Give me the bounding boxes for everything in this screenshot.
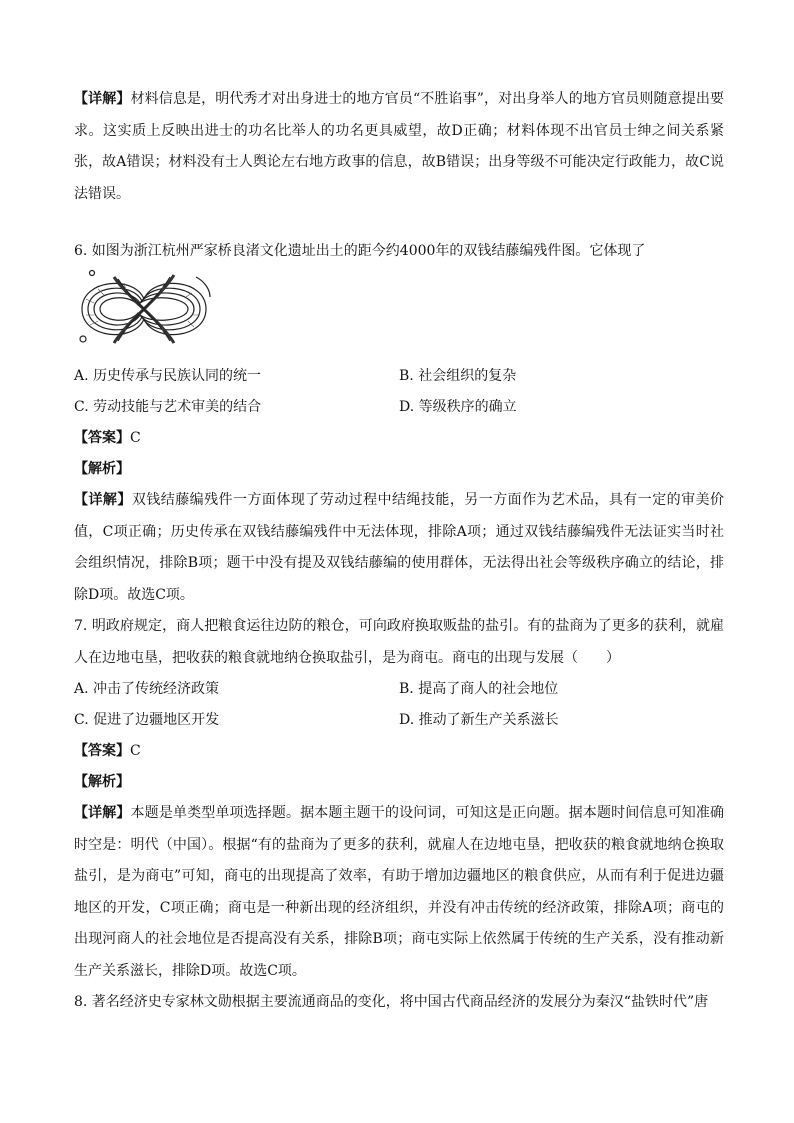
q6-option-c: C. 劳动技能与艺术审美的结合 — [74, 399, 262, 415]
q5-detail-text: 材料信息是，明代秀才对出身进士的地方官员“不胜谄事”，对出身举人的地方官员则随意提出要求。这实质上反映出进士的功名比举人的功名更具威望，故D正确；材料体现不出官员士绅之间关系紧张，故A错误；材料没有士人舆论左右地方政事的信息，故B错误；出身等级不可能决定行政能力，故C说法错误。 — [74, 91, 725, 202]
answer-tag: 【答案】 — [74, 430, 130, 446]
detail-tag: 【详解】 — [74, 492, 132, 508]
q8-stem: 8. 著名经济史专家林文勋根据主要流通商品的变化，将中国古代商品经济的发展分为秦汉“盐铁时代”唐 — [74, 994, 709, 1010]
q6-detail-text: 双钱结藤编残件一方面体现了劳动过程中结绳技能，另一方面作为艺术品，具有一定的审美价值，C项正确；历史传承在双钱结藤编残件中无法体现，排除A项；通过双钱结藤编残件无法证实当时社会组织情况，排除B项；题干中没有提及双钱结藤编的使用群体，无法得出社会等级秩序确立的结论，排除D项。故选C项。 — [74, 492, 725, 603]
q7-detail-text: 本题是单类型单项选择题。据本题主题干的设问词，可知这是正向题。据本题时间信息可知准确时空是：明代（中国）。根据“有的盐商为了更多的获利，就雇人在边地屯垦，把收获的粮食就地纳仓换取盐引，是为商屯”可知，商屯的出现提高了效率，有助于增加边疆地区的粮食供应，从而有利于促进边疆地区的开发，C项正确；商屯是一种新出现的经济组织，并没有冲击传统的经济政策，排除A项；商屯的出现河商人的社会地位是否提高没有关系，排除B项；商屯实际上依然属于传统的生产关系，没有推动新生产关系滋长，排除D项。故选C项。 — [74, 805, 725, 979]
q7-option-c: C. 促进了边疆地区开发 — [74, 712, 220, 728]
q7-detail — [74, 798, 724, 987]
q6-option-b: B. 社会组织的复杂 — [399, 368, 517, 384]
q5-detail — [74, 84, 724, 210]
q7-option-a: A. 冲击了传统经济政策 — [74, 681, 220, 697]
q6-option-d: D. 等级秩序的确立 — [399, 399, 517, 415]
rattan-knot-icon — [74, 269, 214, 349]
q6-options — [74, 361, 724, 423]
q6-stem: 6. 如图为浙江杭州严家桥良渚文化遗址出土的距今约4000年的双钱结藤编残件图。它体现了 — [74, 243, 646, 259]
q7-stem: 7. 明政府规定，商人把粮食运往边防的粮仓，可向政府换取贩盐的盐引。有的盐商为了更多的获利，就雇人在边地屯垦，把收获的粮食就地纳仓换取盐引，是为商屯。商屯的出现与发展（ ） — [74, 618, 724, 666]
q7-analysis-tag: 【解析】 — [74, 774, 130, 790]
q6-answer — [74, 423, 724, 454]
double-coin-knot-rattan-figure — [74, 269, 724, 349]
q7-options — [74, 674, 724, 736]
q6-detail — [74, 485, 724, 611]
detail-tag: 【详解】 — [74, 805, 131, 821]
q7-option-d: D. 推动了新生产关系滋长 — [399, 712, 559, 728]
q6-analysis-tag: 【解析】 — [74, 461, 130, 477]
q6-option-a: A. 历史传承与民族认同的统一 — [74, 368, 262, 384]
q7-answer — [74, 736, 724, 767]
detail-tag: 【详解】 — [74, 91, 131, 107]
q7-answer-value: C — [130, 743, 141, 759]
document-page — [74, 84, 724, 1018]
q7-option-b: B. 提高了商人的社会地位 — [399, 681, 559, 697]
q6-answer-value: C — [130, 430, 141, 446]
answer-tag: 【答案】 — [74, 743, 130, 759]
